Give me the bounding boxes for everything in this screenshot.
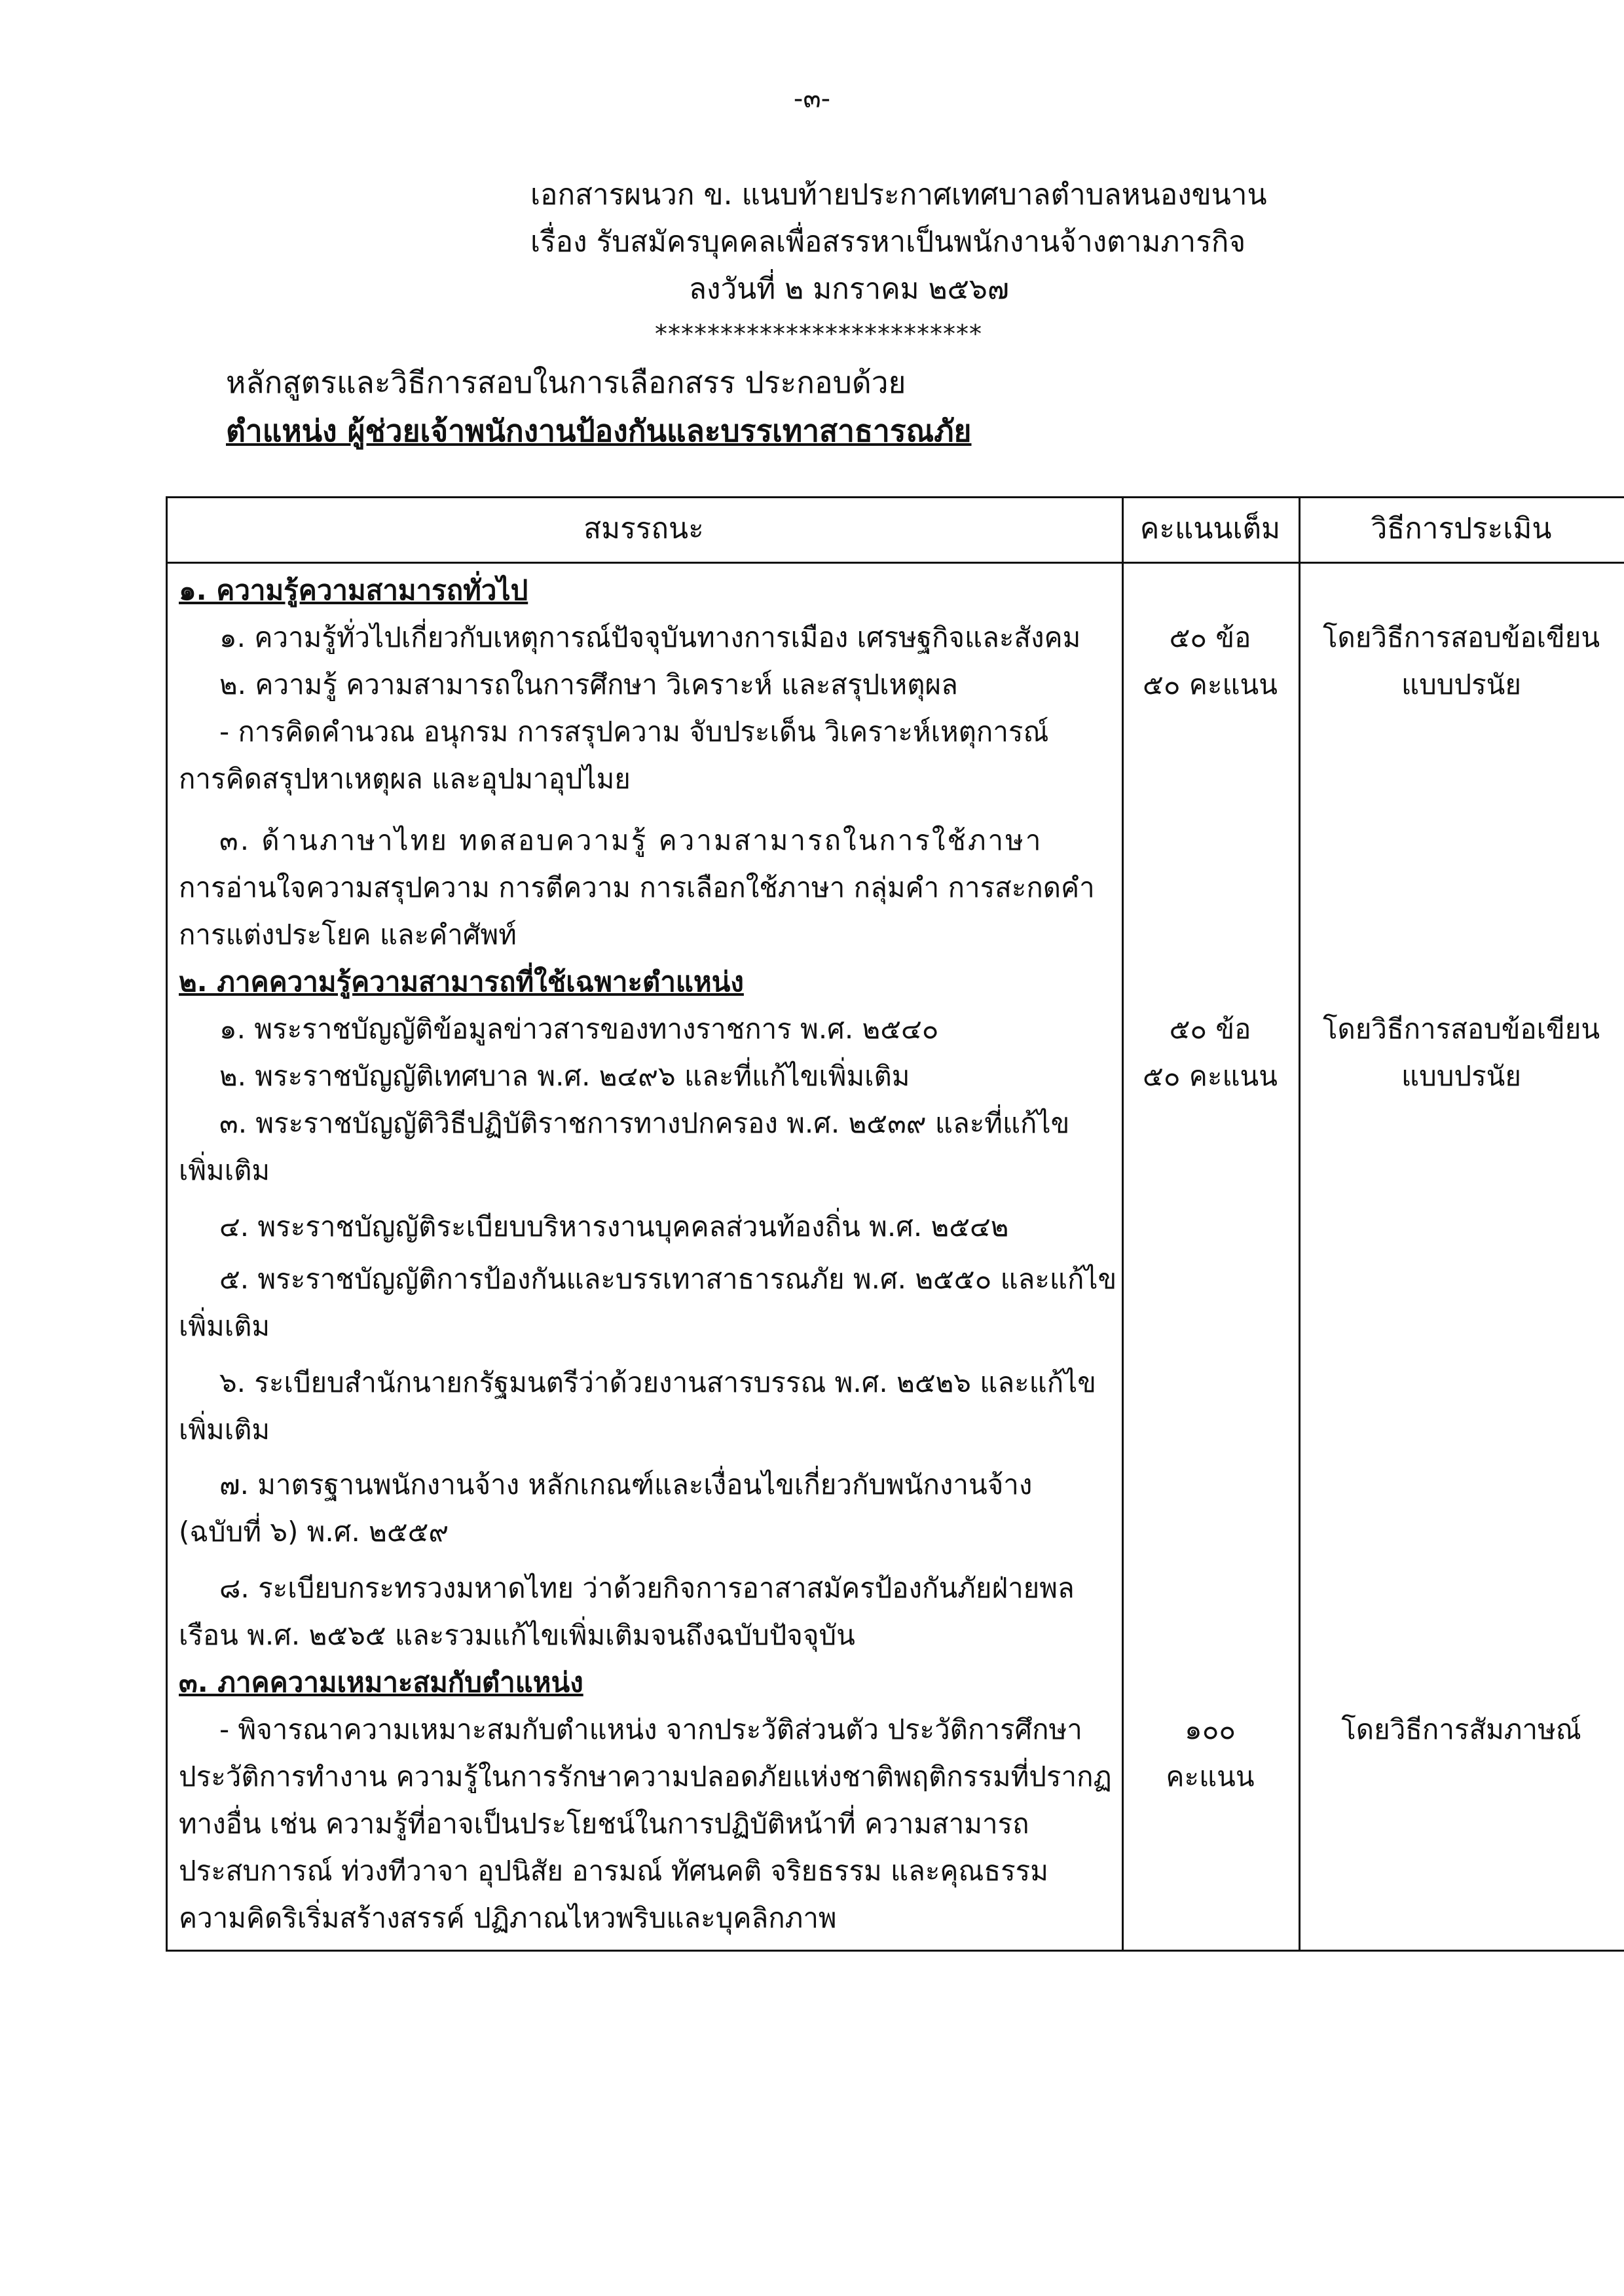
section-2-item: ๒. พระราชบัญญัติเทศบาล พ.ศ. ๒๔๙๖ และที่แก้ไขเพิ่มเติม [219, 1060, 910, 1092]
section-2-item: ๘. ระเบียบกระทรวงมหาดไทย ว่าด้วยกิจการอาสาสมัครป้องกันภัยฝ่ายพล [219, 1572, 1075, 1604]
section-1-item: การแต่งประโยค และคำศัพท์ [179, 919, 517, 951]
exam-table [166, 496, 1624, 1950]
section-3-item: ประวัติการทำงาน ความรู้ในการรักษาความปลอดภัยแห่งชาติพฤติกรรมที่ปรากฏ [179, 1760, 1112, 1793]
section-2-method-type: แบบปรนัย [1401, 1060, 1521, 1092]
section-2-item: ๓. พระราชบัญญัติวิธีปฏิบัติราชการทางปกครอง พ.ศ. ๒๕๓๙ และที่แก้ไข [219, 1107, 1070, 1139]
section-1-score-items: ๕๐ ข้อ [1169, 621, 1251, 653]
section-3-score-unit: คะแนน [1166, 1760, 1255, 1793]
table-bottom-border [166, 1950, 1624, 1952]
section-3-score-value: ๑๐๐ [1185, 1713, 1236, 1745]
position-title: ตำแหน่ง ผู้ช่วยเจ้าพนักงานป้องกันและบรรเทาสาธารณภัย [226, 413, 972, 448]
section-1-item: ๓. ด้านภาษาไทย ทดสอบความรู้ ความสามารถในการใช้ภาษา [219, 824, 1043, 856]
section-1-item: การอ่านใจความสรุปความ การตีความ การเลือกใช้ภาษา กลุ่มคำ การสะกดคำ [179, 871, 1095, 903]
section-3-method: โดยวิธีการสัมภาษณ์ [1341, 1713, 1581, 1745]
section-1-item: ๑. ความรู้ทั่วไปเกี่ยวกับเหตุการณ์ปัจจุบันทางการเมือง เศรษฐกิจและสังคม [219, 621, 1081, 653]
section-1-item: - การคิดคำนวณ อนุกรม การสรุปความ จับประเด็น วิเคราะห์เหตุการณ์ [219, 716, 1049, 748]
header-line-1: เอกสารผนวก ข. แนบท้ายประกาศเทศบาลตำบลหนองขนาน [530, 178, 1267, 211]
section-2-score-points: ๕๐ คะแนน [1143, 1060, 1278, 1092]
section-2-item: ๑. พระราชบัญญัติข้อมูลข่าวสารของทางราชการ พ.ศ. ๒๕๔๐ [219, 1013, 939, 1045]
header-competency: สมรรถนะ [583, 512, 704, 545]
section-2-score-items: ๕๐ ข้อ [1169, 1013, 1251, 1045]
section-2-item: ๗. มาตรฐานพนักงานจ้าง หลักเกณฑ์และเงื่อนไขเกี่ยวกับพนักงานจ้าง [219, 1468, 1033, 1501]
section-1-item: ๒. ความรู้ ความสามารถในการศึกษา วิเคราะห์ และสรุปเหตุผล [219, 668, 958, 701]
header-full-score: คะแนนเต็ม [1139, 512, 1281, 545]
section-2-item: ๕. พระราชบัญญัติการป้องกันและบรรเทาสาธารณภัย พ.ศ. ๒๕๕๐ และแก้ไข [219, 1263, 1117, 1295]
intro-text: หลักสูตรและวิธีการสอบในการเลือกสรร ประกอบด้วย [226, 365, 906, 400]
section-3-item: - พิจารณาความเหมาะสมกับตำแหน่ง จากประวัติส่วนตัว ประวัติการศึกษา [219, 1713, 1082, 1745]
section-1-method-type: แบบปรนัย [1401, 668, 1521, 701]
header-date-line: ลงวันที่ ๒ มกราคม ๒๕๖๗ [689, 272, 1009, 306]
section-3-item: ความคิดริเริ่มสร้างสรรค์ ปฏิภาณไหวพริบและบุคลิกภาพ [179, 1902, 837, 1934]
page-number: -๓- [793, 84, 831, 114]
section-2-title: ๒. ภาคความรู้ความสามารถที่ใช้เฉพาะตำแหน่ง [179, 966, 744, 998]
section-1-title: ๑. ความรู้ความสามารถทั่วไป [179, 574, 528, 606]
document-header [0, 0, 1624, 308]
section-2-item: (ฉบับที่ ๖) พ.ศ. ๒๕๕๙ [179, 1516, 449, 1548]
section-2-item: เพิ่มเติม [179, 1413, 270, 1446]
section-1-item: การคิดสรุปหาเหตุผล และอุปมาอุปไมย [179, 763, 631, 795]
header-separator: ************************* [655, 319, 982, 348]
section-2-item: เพิ่มเติม [179, 1310, 270, 1342]
section-2-item: เพิ่มเติม [179, 1154, 270, 1186]
section-3-item: ทางอื่น เช่น ความรู้ที่อาจเป็นประโยชน์ในการปฏิบัติหน้าที่ ความสามารถ [179, 1808, 1029, 1840]
table-left-border [166, 496, 168, 1951]
section-2-item: เรือน พ.ศ. ๒๕๖๕ และรวมแก้ไขเพิ่มเติมจนถึงฉบับปัจจุบัน [179, 1619, 855, 1651]
section-1-score-points: ๕๐ คะแนน [1143, 668, 1278, 701]
section-3-title: ๓. ภาคความเหมาะสมกับตำแหน่ง [179, 1666, 583, 1698]
header-line-2: เรื่อง รับสมัครบุคคลเพื่อสรรหาเป็นพนักงานจ้างตามภารกิจ [530, 225, 1246, 259]
section-1-method: โดยวิธีการสอบข้อเขียน [1322, 621, 1600, 653]
section-2-method: โดยวิธีการสอบข้อเขียน [1322, 1013, 1600, 1045]
table-header-divider [166, 562, 1624, 564]
section-2-item: ๔. พระราชบัญญัติระเบียบบริหารงานบุคคลส่วนท้องถิ่น พ.ศ. ๒๕๔๒ [219, 1211, 1009, 1243]
section-3-item: ประสบการณ์ ท่วงทีวาจา อุปนิสัย อารมณ์ ทัศนคติ จริยธรรม และคุณธรรม [179, 1855, 1048, 1887]
header-assessment-method: วิธีการประเมิน [1371, 512, 1552, 545]
section-2-item: ๖. ระเบียบสำนักนายกรัฐมนตรีว่าด้วยงานสารบรรณ พ.ศ. ๒๕๒๖ และแก้ไข [219, 1366, 1096, 1398]
